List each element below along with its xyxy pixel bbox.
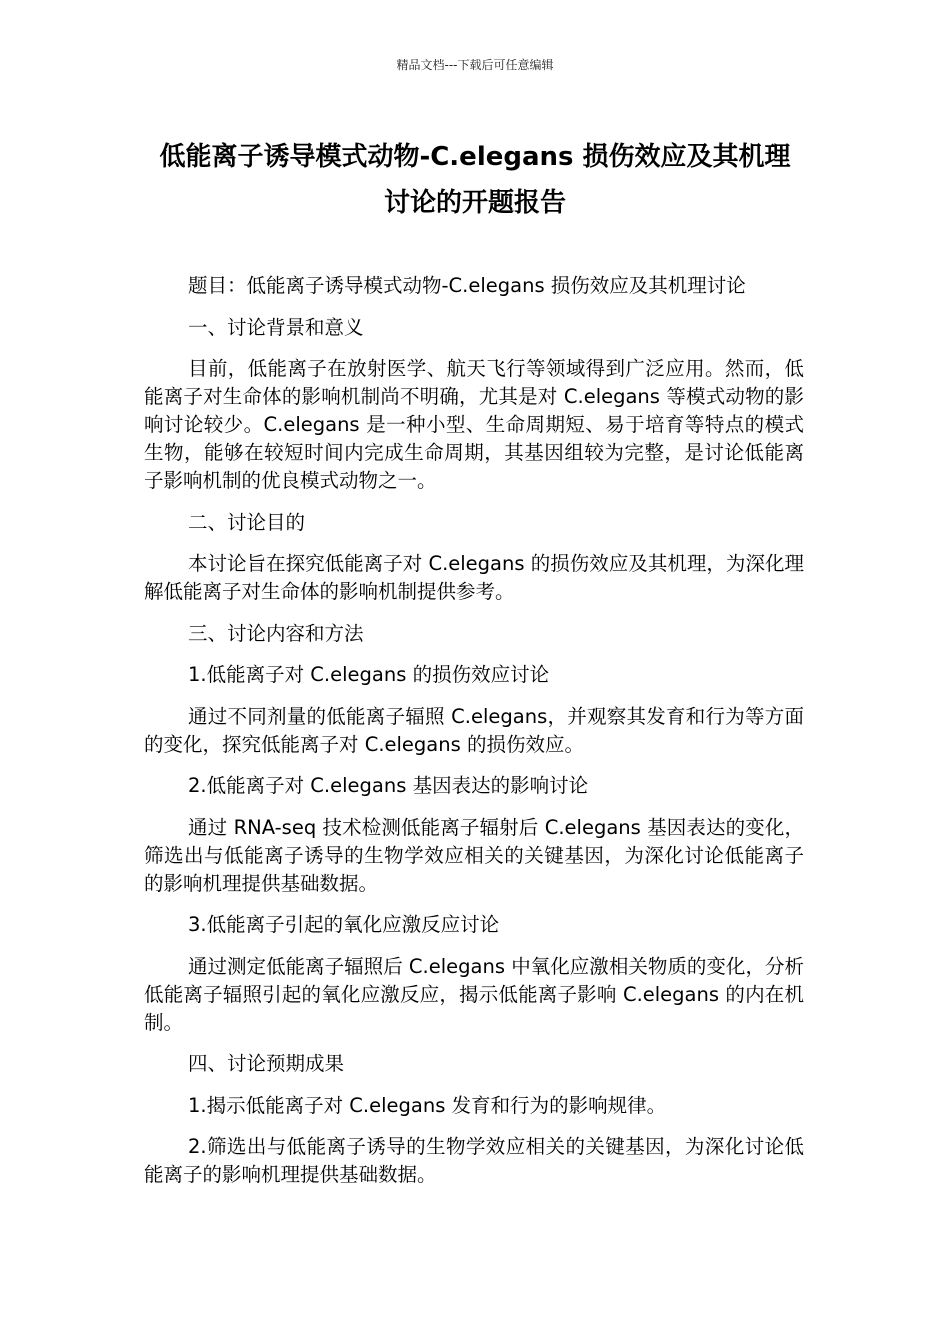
damage-effect-paragraph: 通过不同剂量的低能离子辐照 C.elegans，并观察其发育和行为等方面的变化，探究低能离子对 C.elegans 的损伤效应。 [144, 704, 804, 756]
section-heading-purpose: 二、讨论目的 [188, 510, 306, 534]
title-line-2: 讨论的开题报告 [383, 188, 566, 218]
page-header: 精品文档---下载后可任意编辑 [396, 58, 554, 72]
background-paragraph: 目前，低能离子在放射医学、航天飞行等领域得到广泛应用。然而，低能离子对生命体的影响机制尚不明确，尤其是对 C.elegans 等模式动物的影响讨论较少。C.elegans 是一种小型、生命周期短、易于培育等特点的模式生物，能够在较短时间内完成生命周期，其基因组较为完整，是讨论低能离子影响机制的优良模式动物之一。 [144, 357, 804, 492]
expected-result-2: 2.筛选出与低能离子诱导的生物学效应相关的关键基因，为深化讨论低能离子的影响机理提供基础数据。 [144, 1135, 804, 1186]
purpose-paragraph: 本讨论旨在探究低能离子对 C.elegans 的损伤效应及其机理，为深化理解低能离子对生命体的影响机制提供参考。 [144, 552, 804, 603]
subheading-gene-expression: 2.低能离子对 C.elegans 基因表达的影响讨论 [188, 774, 589, 797]
subheading-oxidative-stress: 3.低能离子引起的氧化应激反应讨论 [188, 913, 500, 936]
oxidative-stress-paragraph: 通过测定低能离子辐照后 C.elegans 中氧化应激相关物质的变化，分析低能离子辐照引起的氧化应激反应，揭示低能离子影响 C.elegans 的内在机制。 [144, 954, 804, 1034]
topic-paragraph: 题目：低能离子诱导模式动物-C.elegans 损伤效应及其机理讨论 [188, 274, 746, 297]
section-heading-background: 一、讨论背景和意义 [188, 315, 364, 339]
expected-result-1: 1.揭示低能离子对 C.elegans 发育和行为的影响规律。 [188, 1093, 667, 1117]
section-heading-content: 三、讨论内容和方法 [188, 621, 364, 645]
gene-expression-paragraph: 通过 RNA-seq 技术检测低能离子辐射后 C.elegans 基因表达的变化，筛选出与低能离子诱导的生物学效应相关的关键基因，为深化讨论低能离子的影响机理提供基础数据。 [144, 815, 804, 895]
title-line-1: 低能离子诱导模式动物-C.elegans 损伤效应及其机理 [159, 142, 791, 172]
document-title [140, 134, 810, 226]
subheading-damage-effect: 1.低能离子对 C.elegans 的损伤效应讨论 [188, 663, 550, 686]
section-heading-expected-results: 四、讨论预期成果 [188, 1052, 345, 1075]
document-body [144, 272, 804, 1203]
